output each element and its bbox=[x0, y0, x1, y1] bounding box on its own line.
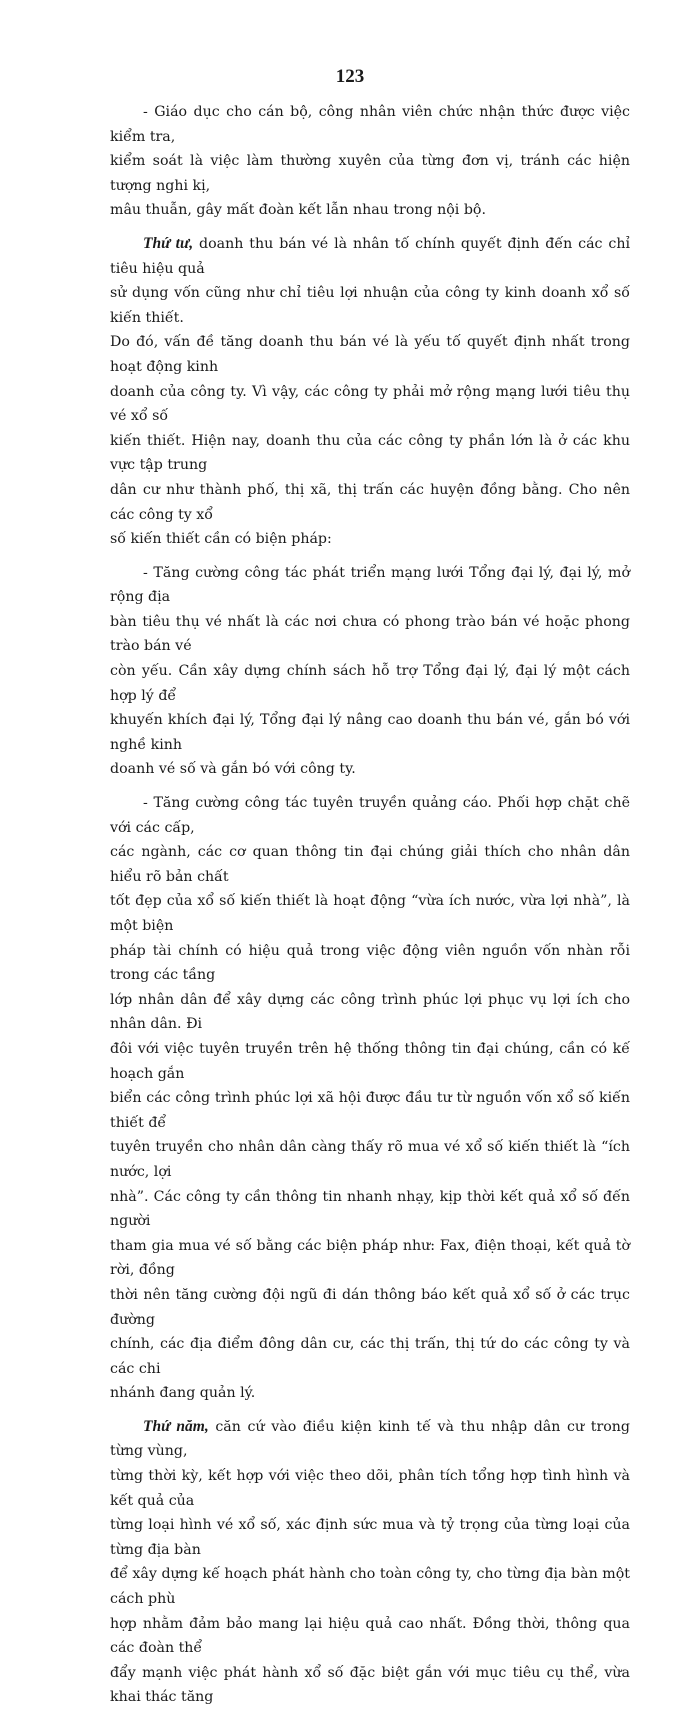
text-line bbox=[110, 1234, 630, 1283]
paragraph bbox=[110, 1415, 630, 1710]
text-line bbox=[110, 1415, 630, 1464]
text-line bbox=[110, 791, 630, 840]
text-line bbox=[110, 527, 630, 552]
line-text: nhánh đang quản lý. bbox=[110, 1385, 256, 1402]
paragraph bbox=[110, 791, 630, 1406]
line-text: tốt đẹp của xổ số kiến thiết là hoạt động “vừa ích nước, vừa lợi nhà”, là một biện bbox=[110, 893, 630, 934]
text-line bbox=[110, 1135, 630, 1184]
line-text: mâu thuẫn, gây mất đoàn kết lẫn nhau trong nội bộ. bbox=[110, 202, 486, 219]
line-text: - Giáo dục cho cán bộ, công nhân viên chức nhận thức được việc kiểm tra, bbox=[110, 104, 630, 145]
text-line bbox=[110, 840, 630, 889]
line-text: biển các công trình phúc lợi xã hội được đầu tư từ nguồn vốn xổ số kiến thiết để bbox=[110, 1090, 630, 1131]
text-line bbox=[110, 889, 630, 938]
text-line bbox=[110, 757, 630, 782]
text-line bbox=[110, 561, 630, 610]
text-line bbox=[110, 708, 630, 757]
line-text: lớp nhân dân để xây dựng các công trình phúc lợi phục vụ lợi ích cho nhân dân. Đi bbox=[110, 991, 630, 1033]
line-text: pháp tài chính có hiệu quả trong việc động viên nguồn vốn nhàn rỗi trong các tầng bbox=[110, 942, 630, 984]
line-text: các ngành, các cơ quan thông tin đại chúng giải thích cho nhân dân hiểu rõ bản chất bbox=[110, 844, 630, 885]
line-text: căn cứ vào điều kiện kinh tế và thu nhập dân cư trong từng vùng, bbox=[110, 1418, 631, 1460]
text-line bbox=[110, 1037, 630, 1086]
text-line bbox=[110, 1381, 630, 1406]
line-text: từng thời kỳ, kết hợp với việc theo dõi, phân tích tổng hợp tình hình và kết quả của bbox=[110, 1468, 630, 1509]
line-text: đôi với việc tuyên truyền trên hệ thống thông tin đại chúng, cần có kế hoạch gắn bbox=[110, 1040, 630, 1082]
line-text: chính, các địa điểm đông dân cư, các thị trấn, thị tứ do các công ty và các chi bbox=[110, 1336, 630, 1377]
text-line bbox=[110, 610, 630, 659]
paragraph-lead: Thứ năm, bbox=[143, 1417, 209, 1435]
line-text: kiểm soát là việc làm thường xuyên của từng đơn vị, tránh các hiện tượng nghi kị, bbox=[110, 153, 630, 194]
line-text: hợp nhằm đảm bảo mang lại hiệu quả cao nhất. Đồng thời, thông qua các đoàn thể bbox=[110, 1615, 630, 1657]
line-text: nhà”. Các công ty cần thông tin nhanh nhạy, kịp thời kết quả xổ số đến người bbox=[110, 1188, 630, 1230]
line-text: khuyến khích đại lý, Tổng đại lý nâng cao doanh thu bán vé, gắn bó với nghề kinh bbox=[110, 712, 630, 753]
text-line bbox=[110, 939, 630, 988]
line-text: để xây dựng kế hoạch phát hành cho toàn công ty, cho từng địa bàn một cách phù bbox=[110, 1566, 630, 1608]
body-text bbox=[110, 100, 630, 1719]
text-line bbox=[110, 429, 630, 478]
line-text: còn yếu. Cần xây dựng chính sách hỗ trợ Tổng đại lý, đại lý một cách hợp lý để bbox=[110, 663, 630, 704]
line-text: thời nên tăng cường đội ngũ đi dán thông báo kết quả xổ số ở các trục đường bbox=[110, 1286, 630, 1328]
text-line bbox=[110, 1185, 630, 1234]
text-line bbox=[110, 1661, 630, 1710]
text-line bbox=[110, 149, 630, 198]
line-text: - Tăng cường công tác phát triển mạng lưới Tổng đại lý, đại lý, mở rộng địa bbox=[110, 564, 630, 606]
text-line bbox=[110, 478, 630, 527]
line-text: doanh vé số và gắn bó với công ty. bbox=[110, 761, 356, 778]
line-text: bàn tiêu thụ vé nhất là các nơi chưa có phong trào bán vé hoặc phong trào bán vé bbox=[110, 613, 630, 655]
line-text: doanh của công ty. Vì vậy, các công ty phải mở rộng mạng lưới tiêu thụ vé xổ số bbox=[110, 383, 630, 425]
page-number: 123 bbox=[335, 66, 365, 87]
text-line bbox=[110, 1086, 630, 1135]
text-line bbox=[110, 100, 630, 149]
line-text: - Tăng cường công tác tuyên truyền quảng cáo. Phối hợp chặt chẽ với các cấp, bbox=[110, 795, 630, 836]
text-line bbox=[110, 380, 630, 429]
text-line bbox=[110, 1464, 630, 1513]
line-text: số kiến thiết cần có biện pháp: bbox=[110, 531, 332, 548]
line-text: tuyên truyền cho nhân dân càng thấy rõ mua vé xổ số kiến thiết là “ích nước, lợi bbox=[110, 1139, 630, 1180]
text-line bbox=[110, 1283, 630, 1332]
paragraph bbox=[110, 100, 630, 223]
paragraph bbox=[110, 561, 630, 782]
line-text: đẩy mạnh việc phát hành xổ số đặc biệt gắn với mục tiêu cụ thể, vừa khai thác tăng bbox=[110, 1664, 630, 1706]
line-text: sử dụng vốn cũng như chỉ tiêu lợi nhuận của công ty kinh doanh xổ số kiến thiết. bbox=[110, 285, 630, 326]
text-line bbox=[110, 1612, 630, 1661]
text-line bbox=[110, 330, 630, 379]
line-text: Do đó, vấn đề tăng doanh thu bán vé là yếu tố quyết định nhất trong hoạt động kinh bbox=[110, 334, 630, 375]
text-line bbox=[110, 1562, 630, 1611]
text-line bbox=[110, 988, 630, 1037]
text-line bbox=[110, 659, 630, 708]
line-text: từng loại hình vé xổ số, xác định sức mua và tỷ trọng của từng loại của từng địa bàn bbox=[110, 1517, 630, 1558]
line-text: kiến thiết. Hiện nay, doanh thu của các công ty phần lớn là ở các khu vực tập trung bbox=[110, 432, 630, 474]
paragraph-lead: Thứ tư, bbox=[143, 234, 194, 252]
text-line bbox=[110, 281, 630, 330]
text-line bbox=[110, 232, 630, 281]
line-text: dân cư như thành phố, thị xã, thị trấn các huyện đồng bằng. Cho nên các công ty xổ bbox=[110, 481, 630, 523]
paragraph bbox=[110, 232, 630, 552]
text-line bbox=[110, 198, 630, 223]
line-text: doanh thu bán vé là nhân tố chính quyết định đến các chỉ tiêu hiệu quả bbox=[110, 235, 631, 277]
text-line bbox=[110, 1513, 630, 1562]
text-line bbox=[110, 1332, 630, 1381]
line-text: tham gia mua vé số bằng các biện pháp như: Fax, điện thoại, kết quả tờ rời, đồng bbox=[110, 1237, 630, 1279]
